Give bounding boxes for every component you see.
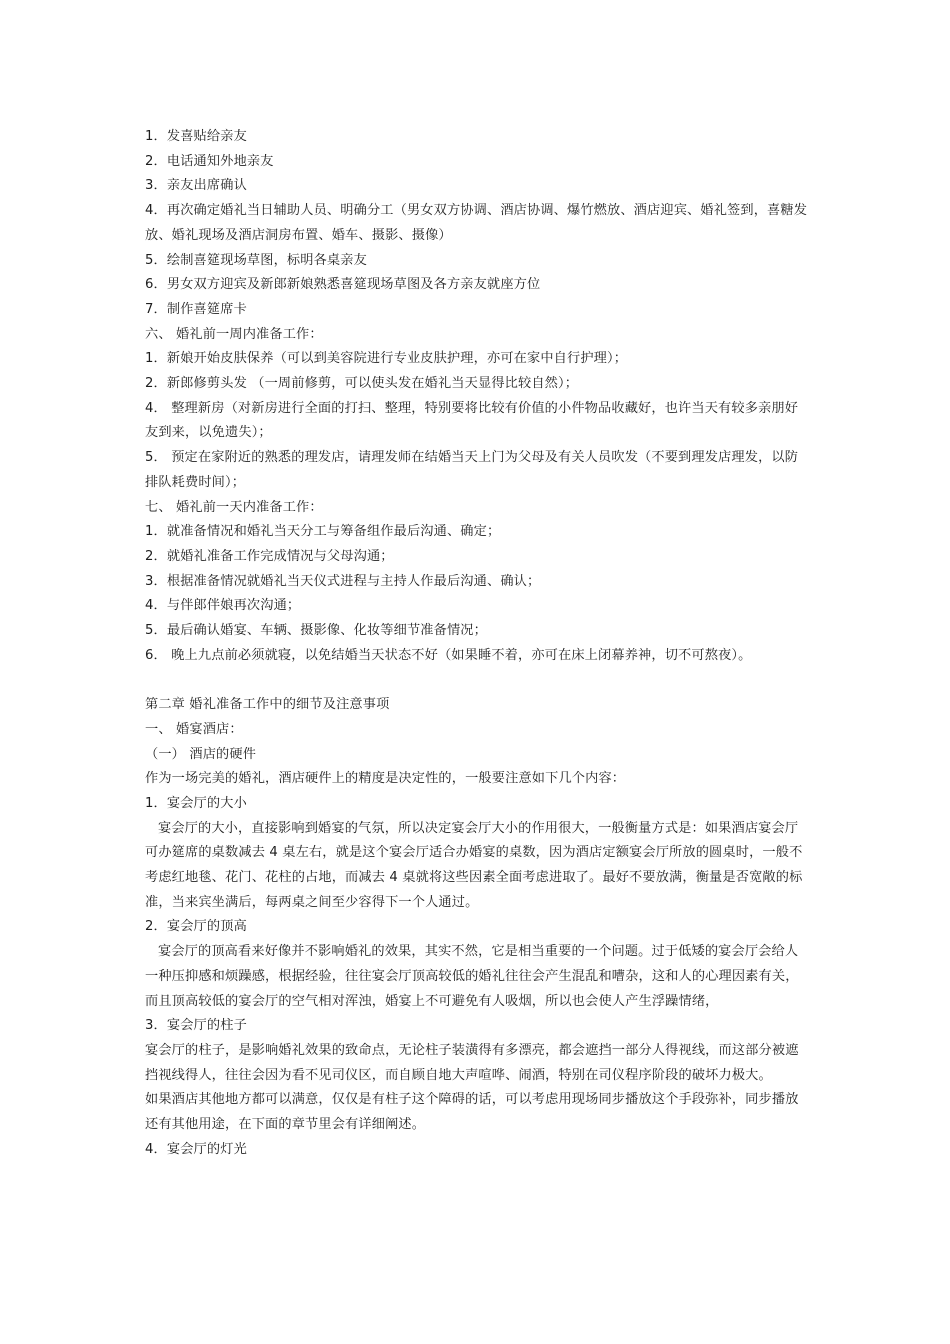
document-body bbox=[145, 125, 810, 1163]
list-item: 4． 整理新房（对新房进行全面的打扫、整理，特别要将比较有价值的小件物品收藏好，也许当天有较多亲朋好友到来，以免遗失）； bbox=[145, 400, 799, 441]
section-heading: 一、 婚宴酒店： bbox=[145, 721, 243, 737]
list-item: 1．发喜贴给亲友 bbox=[145, 129, 247, 144]
item-heading: 3．宴会厅的柱子 bbox=[145, 1018, 247, 1034]
subsection-heading: （一） 酒店的硬件 bbox=[145, 746, 257, 762]
list-item: 1．新娘开始皮肤保养（可以到美容院进行专业皮肤护理，亦可在家中自行护理）； bbox=[145, 351, 628, 367]
list-item: 4．再次确定婚礼当日辅助人员、明确分工（男女双方协调、酒店协调、爆竹燃放、酒店迎宾、婚礼签到，喜糖发放、婚礼现场及酒店洞房布置、婚车、摄影、摄像） bbox=[145, 203, 808, 243]
list-item: 2．就婚礼准备工作完成情况与父母沟通； bbox=[145, 548, 394, 564]
list-item: 6． 晚上九点前必须就寝，以免结婚当天状态不好（如果睡不着，亦可在床上闭幕养神，切不可熬夜）。 bbox=[145, 647, 752, 663]
list-item: 3．根据准备情况就婚礼当天仪式进程与主持人作最后沟通、确认； bbox=[145, 573, 541, 589]
list-item: 5．最后确认婚宴、车辆、摄影像、化妆等细节准备情况； bbox=[145, 623, 487, 639]
section-heading: 六、 婚礼前一周内准备工作： bbox=[145, 326, 323, 342]
list-item: 7．制作喜筵席卡 bbox=[145, 301, 247, 317]
list-item: 3．亲友出席确认 bbox=[145, 178, 247, 194]
list-item: 1．就准备情况和婚礼当天分工与筹备组作最后沟通、确定； bbox=[145, 524, 501, 540]
paragraph: 如果酒店其他地方都可以满意，仅仅是有柱子这个障碍的话，可以考虑用现场同步播放这个手段弥补，同步播放还有其他用途，在下面的章节里会有详细阐述。 bbox=[145, 1092, 799, 1133]
list-item: 2．新郎修剪头发 （一周前修剪，可以使头发在婚礼当天显得比较自然）； bbox=[145, 376, 579, 392]
list-item: 6．男女双方迎宾及新郎新娘熟悉喜筵现场草图及各方亲友就座方位 bbox=[145, 277, 541, 293]
item-heading: 2．宴会厅的顶高 bbox=[145, 919, 247, 935]
paragraph: 宴会厅的大小，直接影响到婚宴的气氛，所以决定宴会厅大小的作用很大，一般衡量方式是：如果酒店宴会厅可办筵席的桌数减去 4 桌左右，就是这个宴会厅适合办婚宴的桌数，因为酒店定额宴会厅所放的圆桌时，一般不考虑红地毯、花门、花柱的占地，而减去 4 桌就将这些因素全面考虑进取了。最好不要放满，衡量是否宽敞的标准，当来宾坐满后，每两桌之间至少容得下一个人通过。 bbox=[145, 820, 803, 910]
chapter-title: 第二章 婚礼准备工作中的细节及注意事项 bbox=[145, 697, 390, 713]
list-item: 2．电话通知外地亲友 bbox=[145, 153, 274, 169]
section-heading: 七、 婚礼前一天内准备工作： bbox=[145, 499, 323, 515]
list-item: 4．与伴郎伴娘再次沟通； bbox=[145, 598, 301, 614]
paragraph: 宴会厅的柱子，是影响婚礼效果的致命点，无论柱子装潢得有多漂亮，都会遮挡一部分人得视线，而这部分被遮挡视线得人，往往会因为看不见司仪区，而自顾自地大声喧哗、闹酒，特别在司仪程序阶段的破坏力极大。 bbox=[145, 1043, 799, 1083]
list-item: 5． 预定在家附近的熟悉的理发店，请理发师在结婚当天上门为父母及有关人员吹发（不要到理发店理发，以防排队耗费时间）； bbox=[145, 450, 799, 490]
item-heading: 1．宴会厅的大小 bbox=[145, 795, 247, 811]
list-item: 5．绘制喜筵现场草图，标明各桌亲友 bbox=[145, 252, 367, 268]
paragraph: 宴会厅的顶高看来好像并不影响婚礼的效果，其实不然，它是相当重要的一个问题。过于低矮的宴会厅会给人一种压抑感和烦躁感，根据经验，往往宴会厅顶高较低的婚礼往往会产生混乱和嘈杂，这和人的心理因素有关，而且顶高较低的宴会厅的空气相对浑浊，婚宴上不可避免有人吸烟，所以也会使人产生浮躁情绪， bbox=[145, 944, 799, 1009]
paragraph: 作为一场完美的婚礼，酒店硬件上的精度是决定性的，一般要注意如下几个内容： bbox=[145, 771, 626, 787]
item-heading: 4．宴会厅的灯光 bbox=[145, 1141, 247, 1157]
